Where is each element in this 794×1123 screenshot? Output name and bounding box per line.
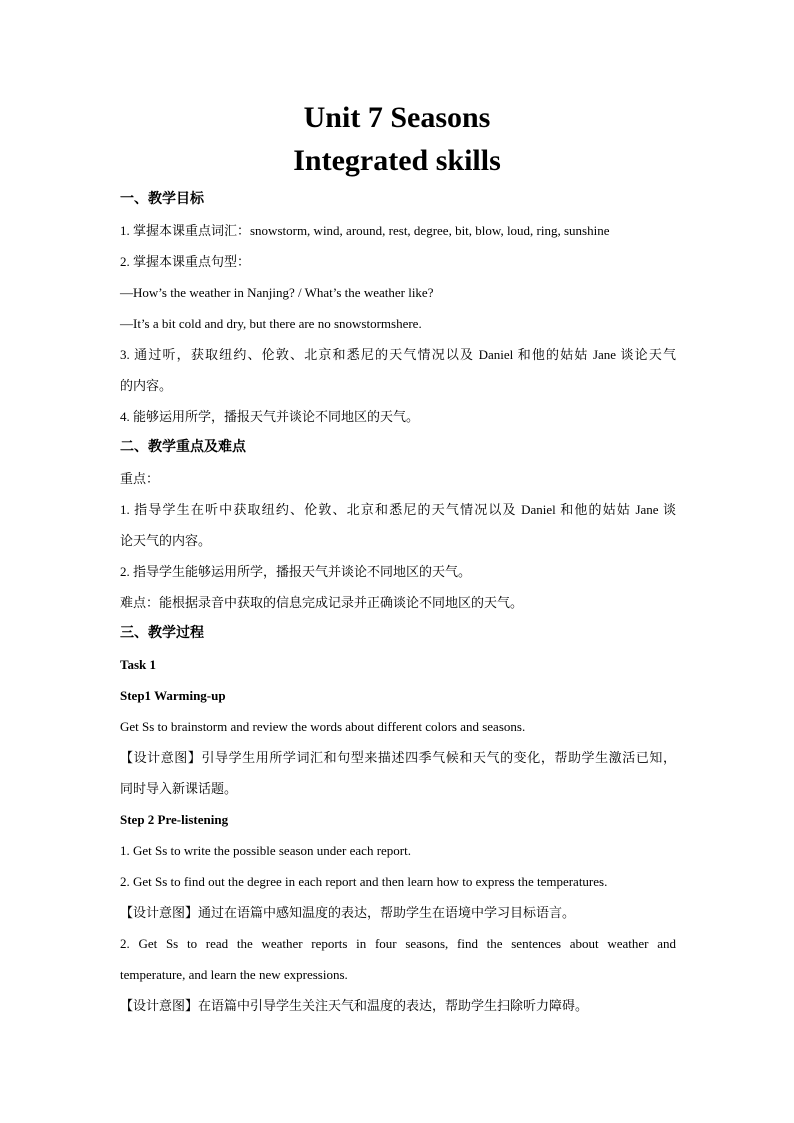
- focus-label: 重点：: [120, 471, 160, 486]
- step-2-intent-2: 【设计意图】在语篇中引导学生关注天气和温度的表达，帮助学生扫除听力障碍。: [120, 998, 589, 1013]
- section-heading-keypoints: 二、教学重点及难点: [120, 440, 246, 455]
- step-2-item-2: 2. Get Ss to find out the degree in each report and then learn how to express the temperatures.: [120, 874, 608, 889]
- objective-item-3-line-2: 的内容。: [120, 378, 173, 393]
- step-1-intent-line-2: 同时导入新课话题。: [120, 781, 238, 796]
- step-1-intent-line-1: 【设计意图】引导学生用所学词汇和句型来描述四季气候和天气的变化，帮助学生激活已知，: [120, 750, 676, 765]
- step-1-heading: Step1 Warming-up: [120, 688, 226, 703]
- title-line-2: Integrated skills: [293, 144, 501, 177]
- dialog-line-1: —How’s the weather in Nanjing? / What’s the weather like?: [120, 285, 434, 300]
- section-heading-process: 三、教学过程: [120, 626, 204, 641]
- section-heading-objectives: 一、教学目标: [120, 192, 204, 207]
- task-1-heading: Task 1: [120, 657, 157, 672]
- focus-item-1-line-1: 1. 指导学生在听中获取纽约、伦敦、北京和悉尼的天气情况以及 Daniel 和他的姑姑 Jane 谈: [120, 502, 676, 517]
- document-body: [120, 184, 676, 1021]
- step-2-item-3-line-2: temperature, and learn the new expressions.: [120, 967, 348, 982]
- difficulty-text: 难点：能根据录音中获取的信息完成记录并正确谈论不同地区的天气。: [120, 595, 524, 610]
- step-1-text: Get Ss to brainstorm and review the words about different colors and seasons.: [120, 719, 526, 734]
- objective-item-2: 2. 掌握本课重点句型：: [120, 254, 251, 269]
- dialog-line-2: —It’s a bit cold and dry, but there are no snowstormshere.: [120, 316, 422, 331]
- focus-item-1-line-2: 论天气的内容。: [120, 533, 212, 548]
- title-line-1: Unit 7 Seasons: [303, 101, 491, 134]
- step-2-intent-1: 【设计意图】通过在语篇中感知温度的表达，帮助学生在语境中学习目标语言。: [120, 905, 576, 920]
- step-2-item-1: 1. Get Ss to write the possible season under each report.: [120, 843, 411, 858]
- step-2-heading: Step 2 Pre-listening: [120, 812, 229, 827]
- objective-item-3-line-1: 3. 通过听，获取纽约、伦敦、北京和悉尼的天气情况以及 Daniel 和他的姑姑 Jane 谈论天气: [120, 347, 676, 362]
- focus-item-2: 2. 指导学生能够运用所学，播报天气并谈论不同地区的天气。: [120, 564, 472, 579]
- objective-item-1: 1. 掌握本课重点词汇：snowstorm, wind, around, rest, degree, bit, blow, loud, ring, sunshine: [120, 223, 610, 238]
- objective-item-4: 4. 能够运用所学，播报天气并谈论不同地区的天气。: [120, 409, 420, 424]
- step-2-item-3-line-1: 2. Get Ss to read the weather reports in four seasons, find the sentences about weather and: [120, 936, 676, 951]
